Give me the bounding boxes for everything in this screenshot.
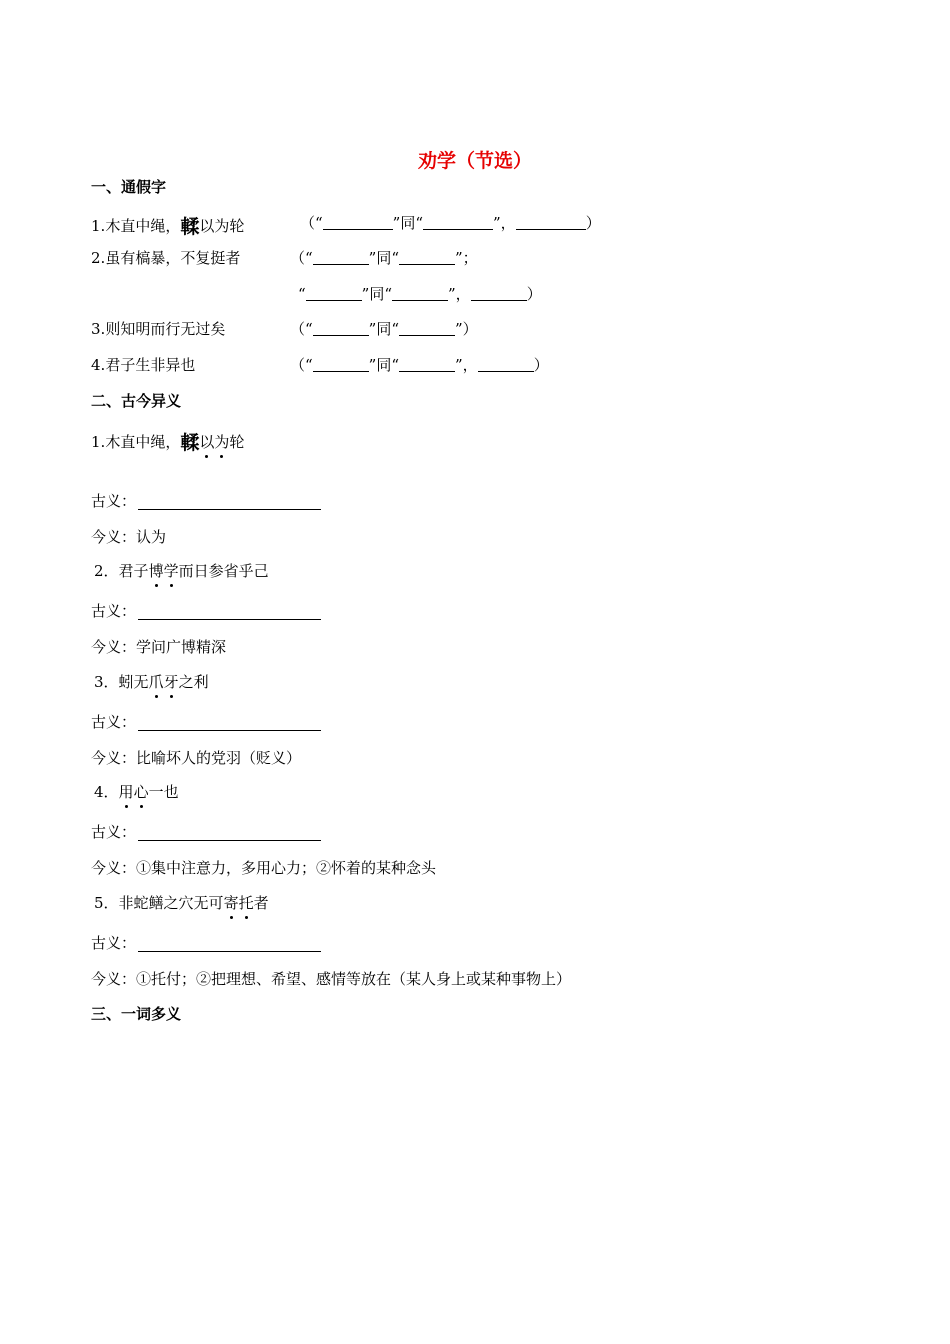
jin-yi-1: 今义：认为: [91, 528, 167, 546]
answer-blank[interactable]: [313, 358, 369, 372]
answer-blank[interactable]: [478, 358, 534, 372]
dotted-word: [149, 562, 179, 580]
answer-blank[interactable]: [399, 358, 455, 372]
answer-line[interactable]: [138, 937, 321, 952]
page-title: 劝学（节选）: [417, 150, 532, 172]
emphasis-dot-char: 学: [163, 562, 179, 580]
answer-blank[interactable]: [399, 322, 455, 336]
answer-blank[interactable]: [392, 287, 448, 301]
tongjia-answer-2b: “ ”同“ ”， ）: [298, 285, 542, 303]
answer-blank[interactable]: [313, 251, 369, 265]
emphasis-dot-char: 用: [118, 783, 134, 801]
emphasis-dot-char: 以: [199, 433, 215, 451]
gu-yi-line-4: 古义：: [91, 821, 321, 842]
tongjia-answer-3: （“ ”同“ ”）: [290, 320, 478, 338]
answer-line[interactable]: [138, 495, 321, 510]
jin-yi-3: 今义：比喻坏人的党羽（贬义）: [91, 749, 302, 767]
gujin-item-4: 4．用心一也: [94, 783, 179, 801]
jin-yi-2: 今义：学问广博精深: [91, 638, 227, 656]
tongjia-answer-4: （“ ”同“ ”， ）: [290, 356, 549, 374]
gujin-item-5: 5．非蛇鳝之穴无可寄托者: [94, 894, 269, 912]
emphasis-dot-char: 为: [214, 433, 230, 451]
gu-yi-line-3: 古义：: [91, 711, 321, 732]
answer-line[interactable]: [138, 826, 321, 841]
answer-blank[interactable]: [399, 251, 455, 265]
emphasis-dot-char: 博: [148, 562, 164, 580]
answer-blank[interactable]: [306, 287, 362, 301]
rare-char: 輮: [180, 432, 200, 454]
section-heading-3: 三、一词多义: [91, 1005, 182, 1023]
tongjia-item-4: 4.君子生非异也: [91, 356, 196, 374]
tongjia-item-3: 3.则知明而行无过矣: [91, 320, 226, 338]
gujin-item-2: 2．君子博学而日参省乎己: [94, 562, 269, 580]
emphasis-dot-char: 牙: [163, 673, 179, 691]
gujin-item-3: 3．蚓无爪牙之利: [94, 673, 209, 691]
jin-yi-5: 今义：①托付；②把理想、希望、感情等放在（某人身上或某种事物上）: [91, 970, 572, 988]
answer-line[interactable]: [138, 716, 321, 731]
dotted-word: [224, 894, 254, 912]
section-heading-2: 二、古今异义: [91, 392, 182, 410]
answer-line[interactable]: [138, 605, 321, 620]
gu-yi-line-1: 古义：: [91, 490, 321, 511]
jin-yi-4: 今义：①集中注意力，多用心力；②怀着的某种念头: [91, 859, 437, 877]
gujin-item-1: 1.木直中绳，輮以为轮: [91, 428, 244, 455]
tongjia-answer-2: （“ ”同“ ”；: [290, 249, 478, 267]
answer-blank[interactable]: [471, 287, 527, 301]
rare-char: 輮: [180, 216, 200, 238]
dotted-word: [199, 433, 229, 451]
answer-blank[interactable]: [516, 216, 586, 230]
tongjia-item-2: 2.虽有槁暴，不复挺者: [91, 249, 241, 267]
answer-blank[interactable]: [323, 216, 393, 230]
section-heading-1: 一、通假字: [91, 178, 167, 196]
emphasis-dot-char: 心: [133, 783, 149, 801]
emphasis-dot-char: 寄: [223, 894, 239, 912]
gu-yi-line-5: 古义：: [91, 932, 321, 953]
gu-yi-line-2: 古义：: [91, 600, 321, 621]
dotted-word: [119, 783, 149, 801]
answer-blank[interactable]: [423, 216, 493, 230]
answer-blank[interactable]: [313, 322, 369, 336]
emphasis-dot-char: 托: [238, 894, 254, 912]
tongjia-item-1: 1.木直中绳，輮以为轮: [91, 212, 244, 239]
dotted-word: [149, 673, 179, 691]
emphasis-dot-char: 爪: [148, 673, 164, 691]
tongjia-answer-1: （“ ”同“ ”， ）: [300, 214, 601, 232]
